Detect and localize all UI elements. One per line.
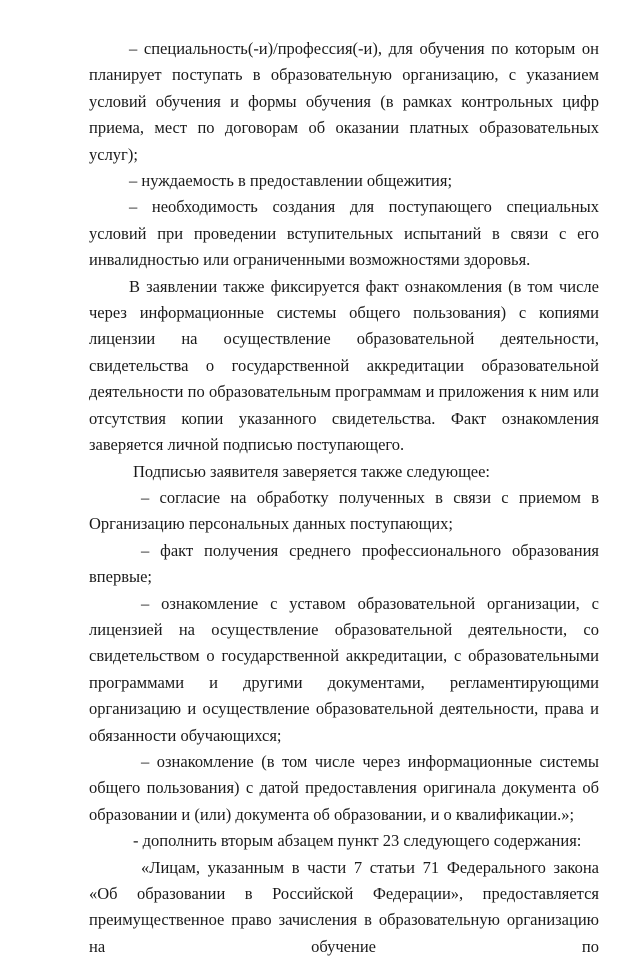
paragraph-amendment: - дополнить вторым абзацем пункт 23 следующего содержания: — [133, 831, 582, 851]
list-item-special-conditions: – необходимость создания для поступающего специальных условий при проведении вступительных испытаний в связи с его инвалидностью или ограниченными возможностями здоровья. — [89, 197, 599, 270]
paragraph-signature-intro: Подписью заявителя заверяется также следующее: — [133, 461, 491, 481]
list-item-data-consent: – согласие на обработку полученных в связи с приемом в Организацию персональных данных поступающих; — [89, 487, 599, 534]
list-item-first-education: – факт получения среднего профессионального образования впервые; — [89, 540, 599, 587]
list-item-dormitory: – нуждаемость в предоставлении общежития; — [129, 171, 453, 191]
list-item-specialty: – специальность(-и)/профессия(-и), для обучения по которым он планирует поступать в образовательную организацию, с указанием условий обучения и формы обучения (в рамках контрольных цифр приема, мест по договорам об оказании платных образовательных услуг); — [89, 39, 599, 164]
paragraph-quote-preference: «Лицам, указанным в части 7 статьи 71 Федерального закона «Об образовании в Российской Федерации», предоставляется преимущественное право зачисления в образовательную организацию на обучение по — [89, 857, 599, 956]
list-item-charter-acquaintance: – ознакомление с уставом образовательной организации, с лицензией на осуществление образовательной деятельности, со свидетельством о государственной аккредитации, с образовательными программами и другими документами, регламентирующими организацию и осуществление образовательной деятельности, права и обязанности обучающихся; — [89, 593, 599, 745]
list-item-original-date: – ознакомление (в том числе через информационные системы общего пользования) с датой предоставления оригинала документа об образовании и (или) документа об образовании, и о квалификации.»; — [89, 751, 599, 824]
paragraph-acquaintance: В заявлении также фиксируется факт ознакомления (в том числе через информационные системы общего пользования) с копиями лицензии на осуществление образовательной деятельности, свидетельства о государственной аккредитации образовательной деятельности по образовательным программам и приложения к ним или отсутствия копии указанного свидетельства. Факт ознакомления заверяется личной подписью поступающего. — [89, 276, 599, 455]
document-page — [89, 36, 599, 960]
